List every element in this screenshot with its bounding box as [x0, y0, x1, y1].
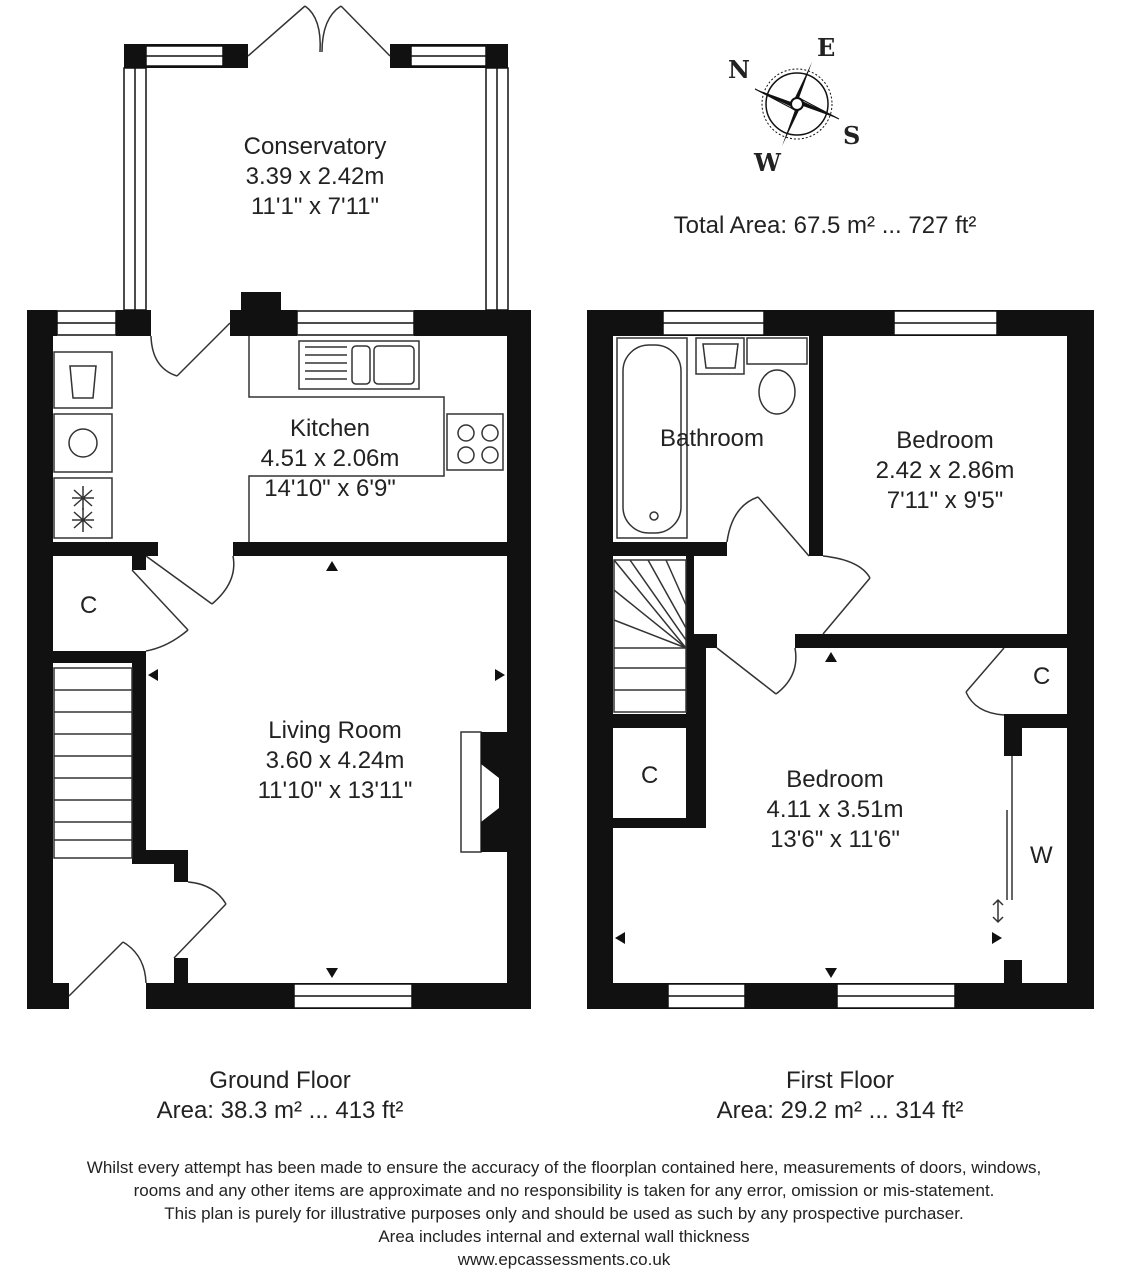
stairs-first — [614, 560, 686, 712]
wardrobe-label: W — [1030, 842, 1053, 869]
disclaimer-line: rooms and any other items are approximate and no responsibility is taken for any error, omission or mis-statement. — [133, 1181, 995, 1201]
room-kitchen — [200, 414, 460, 504]
floor-area: Area: 38.3 m² ... 413 ft² — [156, 1097, 404, 1124]
room-imperial: 13'6" x 11'6" — [770, 826, 900, 853]
first-floor-caption — [650, 1066, 1030, 1126]
room-name: Bedroom — [896, 427, 994, 454]
website-link[interactable]: www.epcassessments.co.uk — [457, 1250, 671, 1270]
room-imperial: 11'10" x 13'11" — [257, 777, 413, 804]
compass-east-label: E — [817, 33, 836, 62]
compass-north-label: N — [728, 55, 750, 84]
room-name: Bedroom — [786, 766, 884, 793]
room-metric: 4.51 x 2.06m — [260, 445, 400, 472]
first-floor-walls — [587, 310, 1094, 1009]
room-bathroom: Bathroom — [659, 425, 765, 452]
floor-title: First Floor — [786, 1067, 894, 1094]
ground-floor-caption — [90, 1066, 470, 1126]
room-living — [185, 716, 485, 806]
disclaimer-line: Whilst every attempt has been made to ensure the accuracy of the floorplan contained here, measurements of doors, windows, — [86, 1158, 1042, 1177]
room-imperial: 11'1" x 7'11" — [250, 193, 380, 220]
disclaimer — [0, 1156, 1128, 1272]
room-metric: 4.11 x 3.51m — [766, 796, 904, 823]
room-name: Conservatory — [243, 133, 387, 160]
compass-west-label: W — [754, 148, 781, 177]
disclaimer-line: Area includes internal and external wall thickness — [378, 1227, 750, 1247]
room-name: Living Room — [268, 717, 402, 744]
cupboard-ground-label: C — [80, 592, 98, 619]
stairs-ground — [54, 668, 132, 858]
room-imperial: 7'11" x 9'5" — [886, 487, 1004, 514]
room-name: Kitchen — [289, 415, 371, 442]
room-metric: 2.42 x 2.86m — [875, 457, 1015, 484]
room-conservatory — [165, 132, 465, 222]
floor-title: Ground Floor — [209, 1067, 351, 1094]
cupboard-landing-label: C — [641, 762, 659, 789]
room-metric: 3.39 x 2.42m — [245, 163, 385, 190]
compass-south-label: S — [843, 121, 861, 150]
cupboard-bedroom-label: C — [1033, 663, 1051, 690]
room-bedroom-2 — [815, 426, 1075, 516]
ground-floor-walls — [27, 292, 531, 1009]
first-door-swings — [717, 497, 1004, 715]
compass-rose-icon — [755, 62, 839, 146]
wardrobe — [993, 756, 1012, 922]
room-bedroom-1 — [710, 765, 960, 855]
disclaimer-line: This plan is purely for illustrative purposes only and should be used as such by any prospective purchaser. — [164, 1204, 964, 1224]
room-metric: 3.60 x 4.24m — [265, 747, 405, 774]
room-imperial: 14'10" x 6'9" — [264, 475, 396, 502]
floor-area: Area: 29.2 m² ... 314 ft² — [716, 1097, 964, 1124]
total-area: Total Area: 67.5 m² ... 727 ft² — [673, 212, 977, 239]
